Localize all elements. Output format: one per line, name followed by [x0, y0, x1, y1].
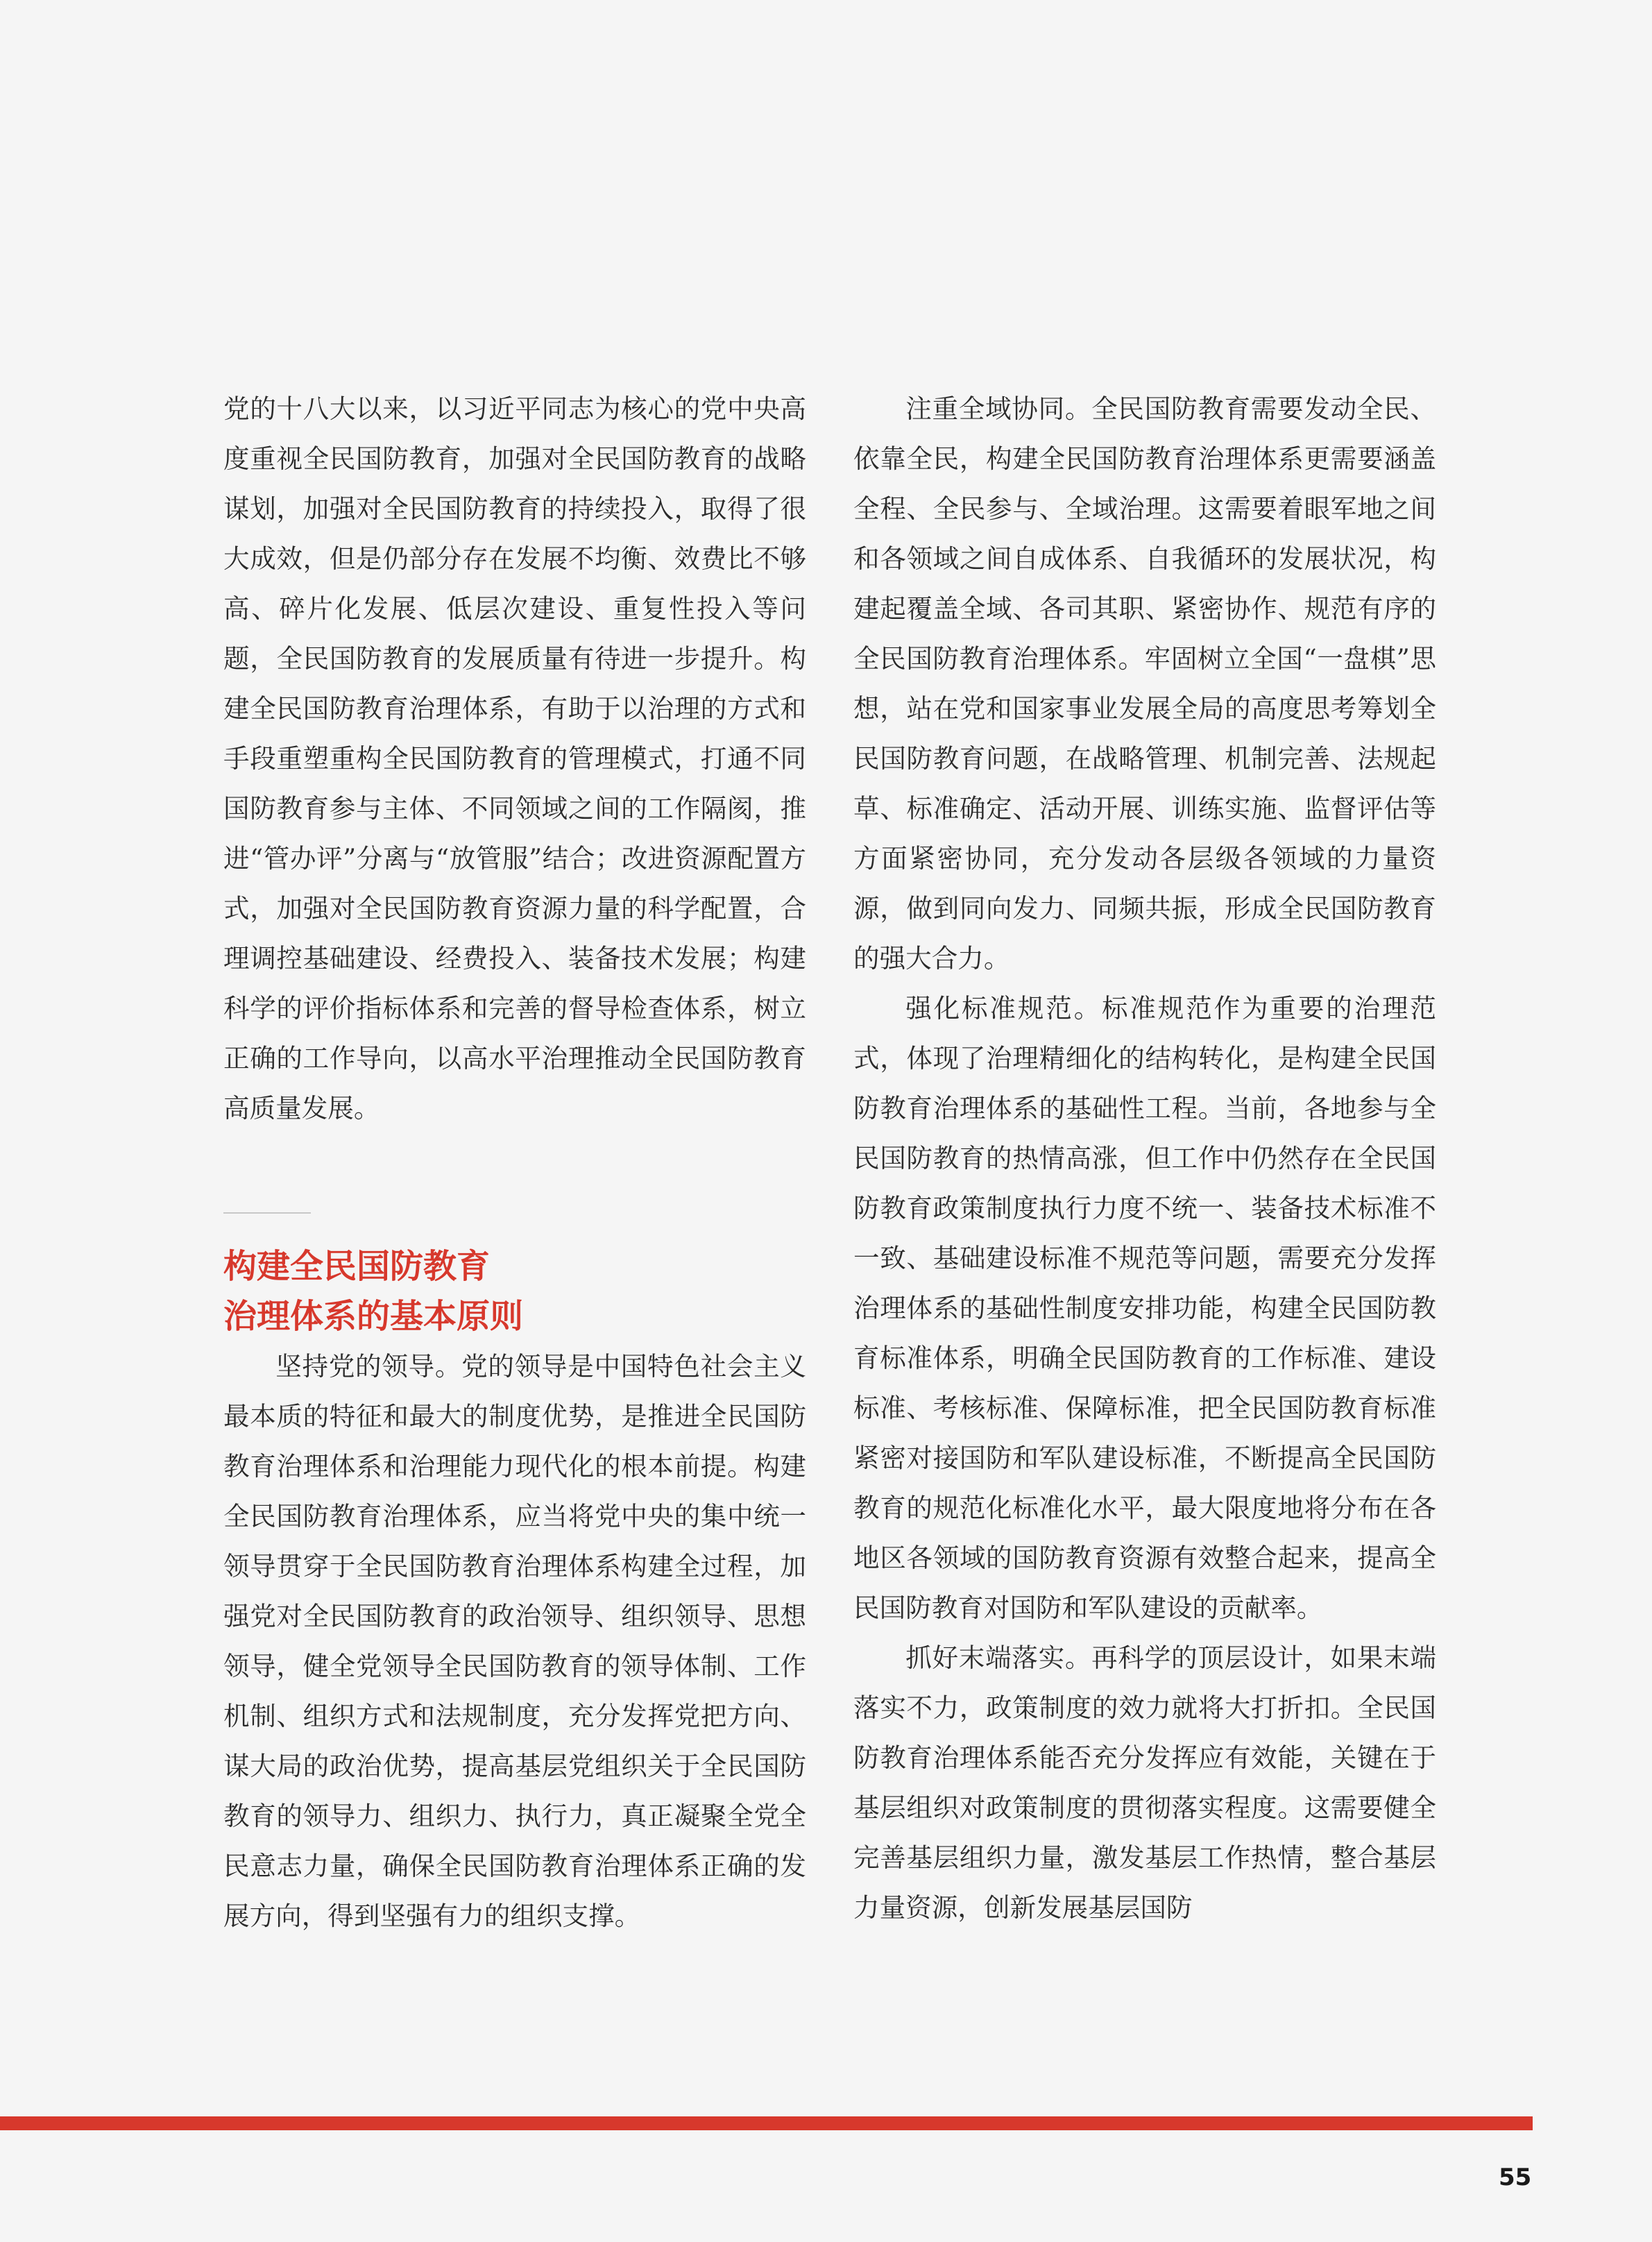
right-column — [853, 384, 1436, 1933]
intro-paragraph: 党的十八大以来，以习近平同志为核心的党中央高度重视全民国防教育，加强对全民国防教育的战略谋划，加强对全民国防教育的持续投入，取得了很大成效，但是仍部分存在发展不均衡、效费比不够高、碎片化发展、低层次建设、重复性投入等问题，全民国防教育的发展质量有待进一步提升。构建全民国防教育治理体系，有助于以治理的方式和手段重塑重构全民国防教育的管理模式，打通不同国防教育参与主体、不同领域之间的工作隔阂，推进“管办评”分离与“放管服”结合；改进资源配置方式，加强对全民国防教育资源力量的科学配置，合理调控基础建设、经费投入、装备技术发展；构建科学的评价指标体系和完善的督导检查体系，树立正确的工作导向，以高水平治理推动全民国防教育高质量发展。 — [223, 393, 806, 1123]
principle-paragraph: 坚持党的领导。党的领导是中国特色社会主义最本质的特征和最大的制度优势，是推进全民国防教育治理体系和治理能力现代化的根本前提。构建全民国防教育治理体系，应当将党中央的集中统一领导贯穿于全民国防教育治理体系构建全过程，加强党对全民国防教育的政治领导、组织领导、思想领导，健全党领导全民国防教育的领导体制、工作机制、组织方式和法规制度，充分发挥党把方向、谋大局的政治优势，提高基层党组织关于全民国防教育的领导力、组织力、执行力，真正凝聚全党全民意志力量，确保全民国防教育治理体系正确的发展方向，得到坚强有力的组织支撑。 — [223, 1351, 806, 1931]
section-heading-line2: 治理体系的基本原则 — [223, 1297, 524, 1336]
paragraph-global-coordination: 注重全域协同。全民国防教育需要发动全民、依靠全民，构建全民国防教育治理体系更需要涵盖全程、全民参与、全域治理。这需要着眼军地之间和各领域之间自成体系、自我循环的发展状况，构建起覆盖全域、各司其职、紧密协作、规范有序的全民国防教育治理体系。牢固树立全国“一盘棋”思想，站在党和国家事业发展全局的高度思考筹划全民国防教育问题，在战略管理、机制完善、法规起草、标准确定、活动开展、训练实施、监督评估等方面紧密协同，充分发动各层级各领域的力量资源，做到同向发力、同频共振，形成全民国防教育的强大合力。 — [853, 393, 1436, 974]
page-number: 55 — [1499, 2164, 1532, 2191]
section-heading-line1: 构建全民国防教育 — [223, 1247, 491, 1286]
section-divider — [223, 1212, 311, 1214]
paragraph-standards: 强化标准规范。标准规范作为重要的治理范式，体现了治理精细化的结构转化，是构建全民国防教育治理体系的基础性工程。当前，各地参与全民国防教育的热情高涨，但工作中仍然存在全民国防教育政策制度执行力度不统一、装备技术标准不一致、基础建设标准不规范等问题，需要充分发挥治理体系的基础性制度安排功能，构建全民国防教育标准体系，明确全民国防教育的工作标准、建设标准、考核标准、保障标准，把全民国防教育标准紧密对接国防和军队建设标准，不断提高全民国防教育的规范化标准化水平，最大限度地将分布在各地区各领域的国防教育资源有效整合起来，提高全民国防教育对国防和军队建设的贡献率。 — [853, 993, 1436, 1623]
footer-accent-bar — [0, 2116, 1533, 2130]
left-column — [223, 384, 806, 1941]
paragraph-implementation: 抓好末端落实。再科学的顶层设计，如果末端落实不力，政策制度的效力就将大打折扣。全民国防教育治理体系能否充分发挥应有效能，关键在于基层组织对政策制度的贯彻落实程度。这需要健全完善基层组织力量，激发基层工作热情，整合基层力量资源，创新发展基层国防 — [853, 1642, 1436, 1923]
